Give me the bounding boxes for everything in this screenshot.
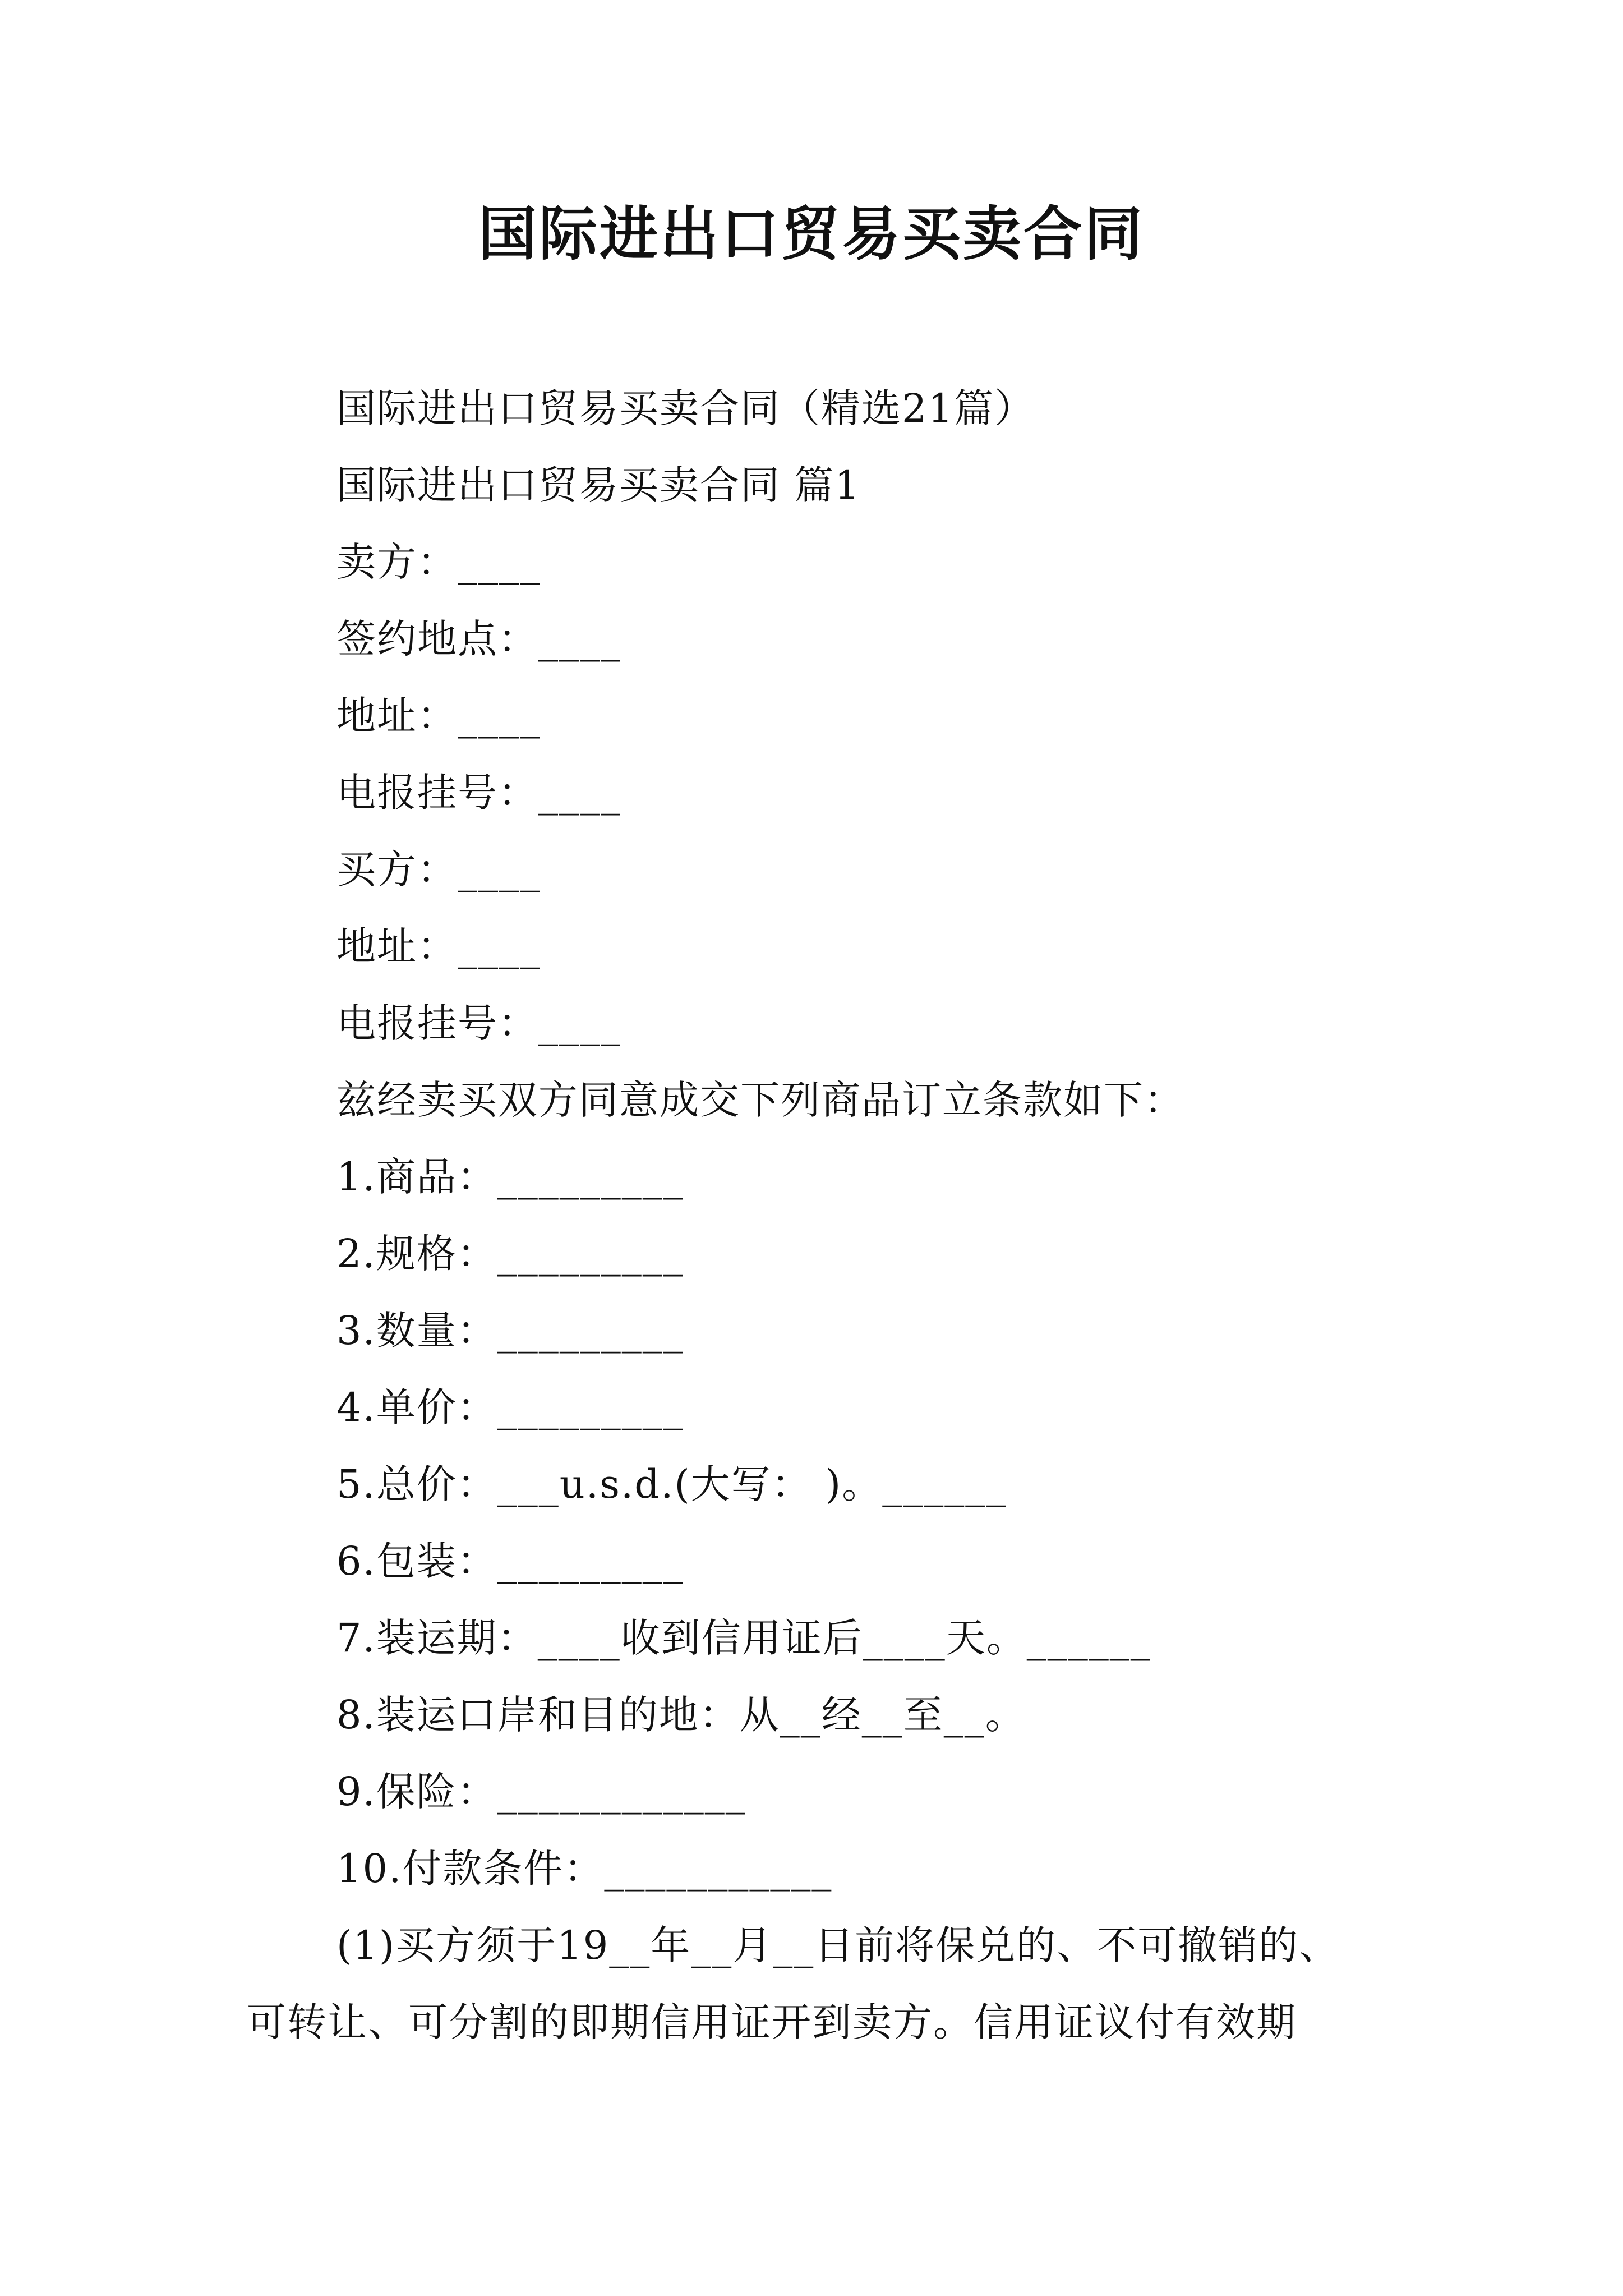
payment-paragraph-line-1: (1)买方须于19__年__月__日前将保兑的、不可撤销的、 <box>336 1922 1340 1968</box>
clause-packing: 6.包装：_________ <box>336 1538 684 1584</box>
buyer-telegraph-field: 电报挂号：____ <box>336 1000 621 1046</box>
agreement-intro: 兹经卖买双方同意成交下列商品订立条款如下： <box>336 1077 1184 1123</box>
page-title: 国际进出口贸易买卖合同 <box>478 199 1145 268</box>
seller-address-field: 地址：____ <box>336 693 541 739</box>
clause-specification: 2.规格：_________ <box>336 1231 684 1277</box>
document-body <box>247 370 1413 2061</box>
clause-unit-price: 4.单价：_________ <box>336 1384 684 1430</box>
clause-shipment: 7.装运期：____收到信用证后____天。______ <box>336 1615 1151 1661</box>
clause-quantity: 3.数量：_________ <box>336 1308 684 1354</box>
clause-payment: 10.付款条件：___________ <box>336 1846 833 1892</box>
subtitle-line: 国际进出口贸易买卖合同（精选21篇） <box>336 385 1035 431</box>
clause-total-price: 5.总价：___u.s.d.(大写： )。______ <box>336 1461 1007 1507</box>
payment-paragraph-line-2: 可转让、可分割的即期信用证开到卖方。信用证议付有效期 <box>247 1999 1297 2045</box>
buyer-field: 买方：____ <box>336 846 541 892</box>
clause-ports: 8.装运口岸和目的地：从__经__至__。 <box>336 1692 1026 1738</box>
buyer-address-field: 地址：____ <box>336 923 541 969</box>
signing-place-field: 签约地点：____ <box>336 616 621 662</box>
seller-field: 卖方：____ <box>336 539 541 585</box>
clause-insurance: 9.保险：____________ <box>336 1769 746 1815</box>
seller-telegraph-field: 电报挂号：____ <box>336 770 621 816</box>
section-heading: 国际进出口贸易买卖合同 篇1 <box>336 462 861 508</box>
clause-commodity: 1.商品：_________ <box>336 1154 684 1200</box>
